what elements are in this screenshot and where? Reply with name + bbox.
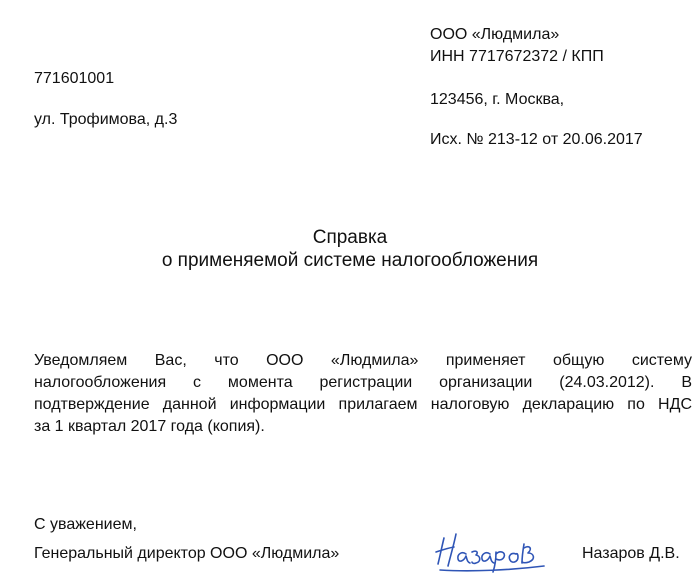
signer-position: Генеральный директор ООО «Людмила»: [34, 545, 340, 562]
outgoing-reference: Исх. № 213-12 от 20.06.2017: [430, 131, 643, 148]
body-line: Уведомляем Вас, что ООО «Людмила» применяет общую систему: [34, 352, 692, 369]
body-line: за 1 квартал 2017 года (копия).: [34, 418, 265, 435]
kpp-value: 771601001: [34, 70, 115, 87]
signer-name: Назаров Д.В.: [582, 545, 680, 562]
handwritten-signature: [432, 526, 552, 574]
org-name-header: ООО «Людмила»: [430, 26, 560, 43]
inn-kpp-line: ИНН 7717672372 / КПП: [430, 48, 604, 65]
body-paragraph: [34, 350, 692, 438]
document-title: Справка: [312, 227, 388, 248]
address-line: 123456, г. Москва,: [430, 91, 565, 108]
closing-greeting: С уважением,: [34, 516, 137, 533]
body-line: подтверждение данной информации прилагаем налоговую декларацию по НДС: [34, 396, 692, 413]
street-line: ул. Трофимова, д.3: [34, 111, 178, 128]
document-subtitle: о применяемой системе налогообложения: [161, 250, 539, 271]
body-line: налогообложения с момента регистрации организации (24.03.2012). В: [34, 374, 692, 391]
